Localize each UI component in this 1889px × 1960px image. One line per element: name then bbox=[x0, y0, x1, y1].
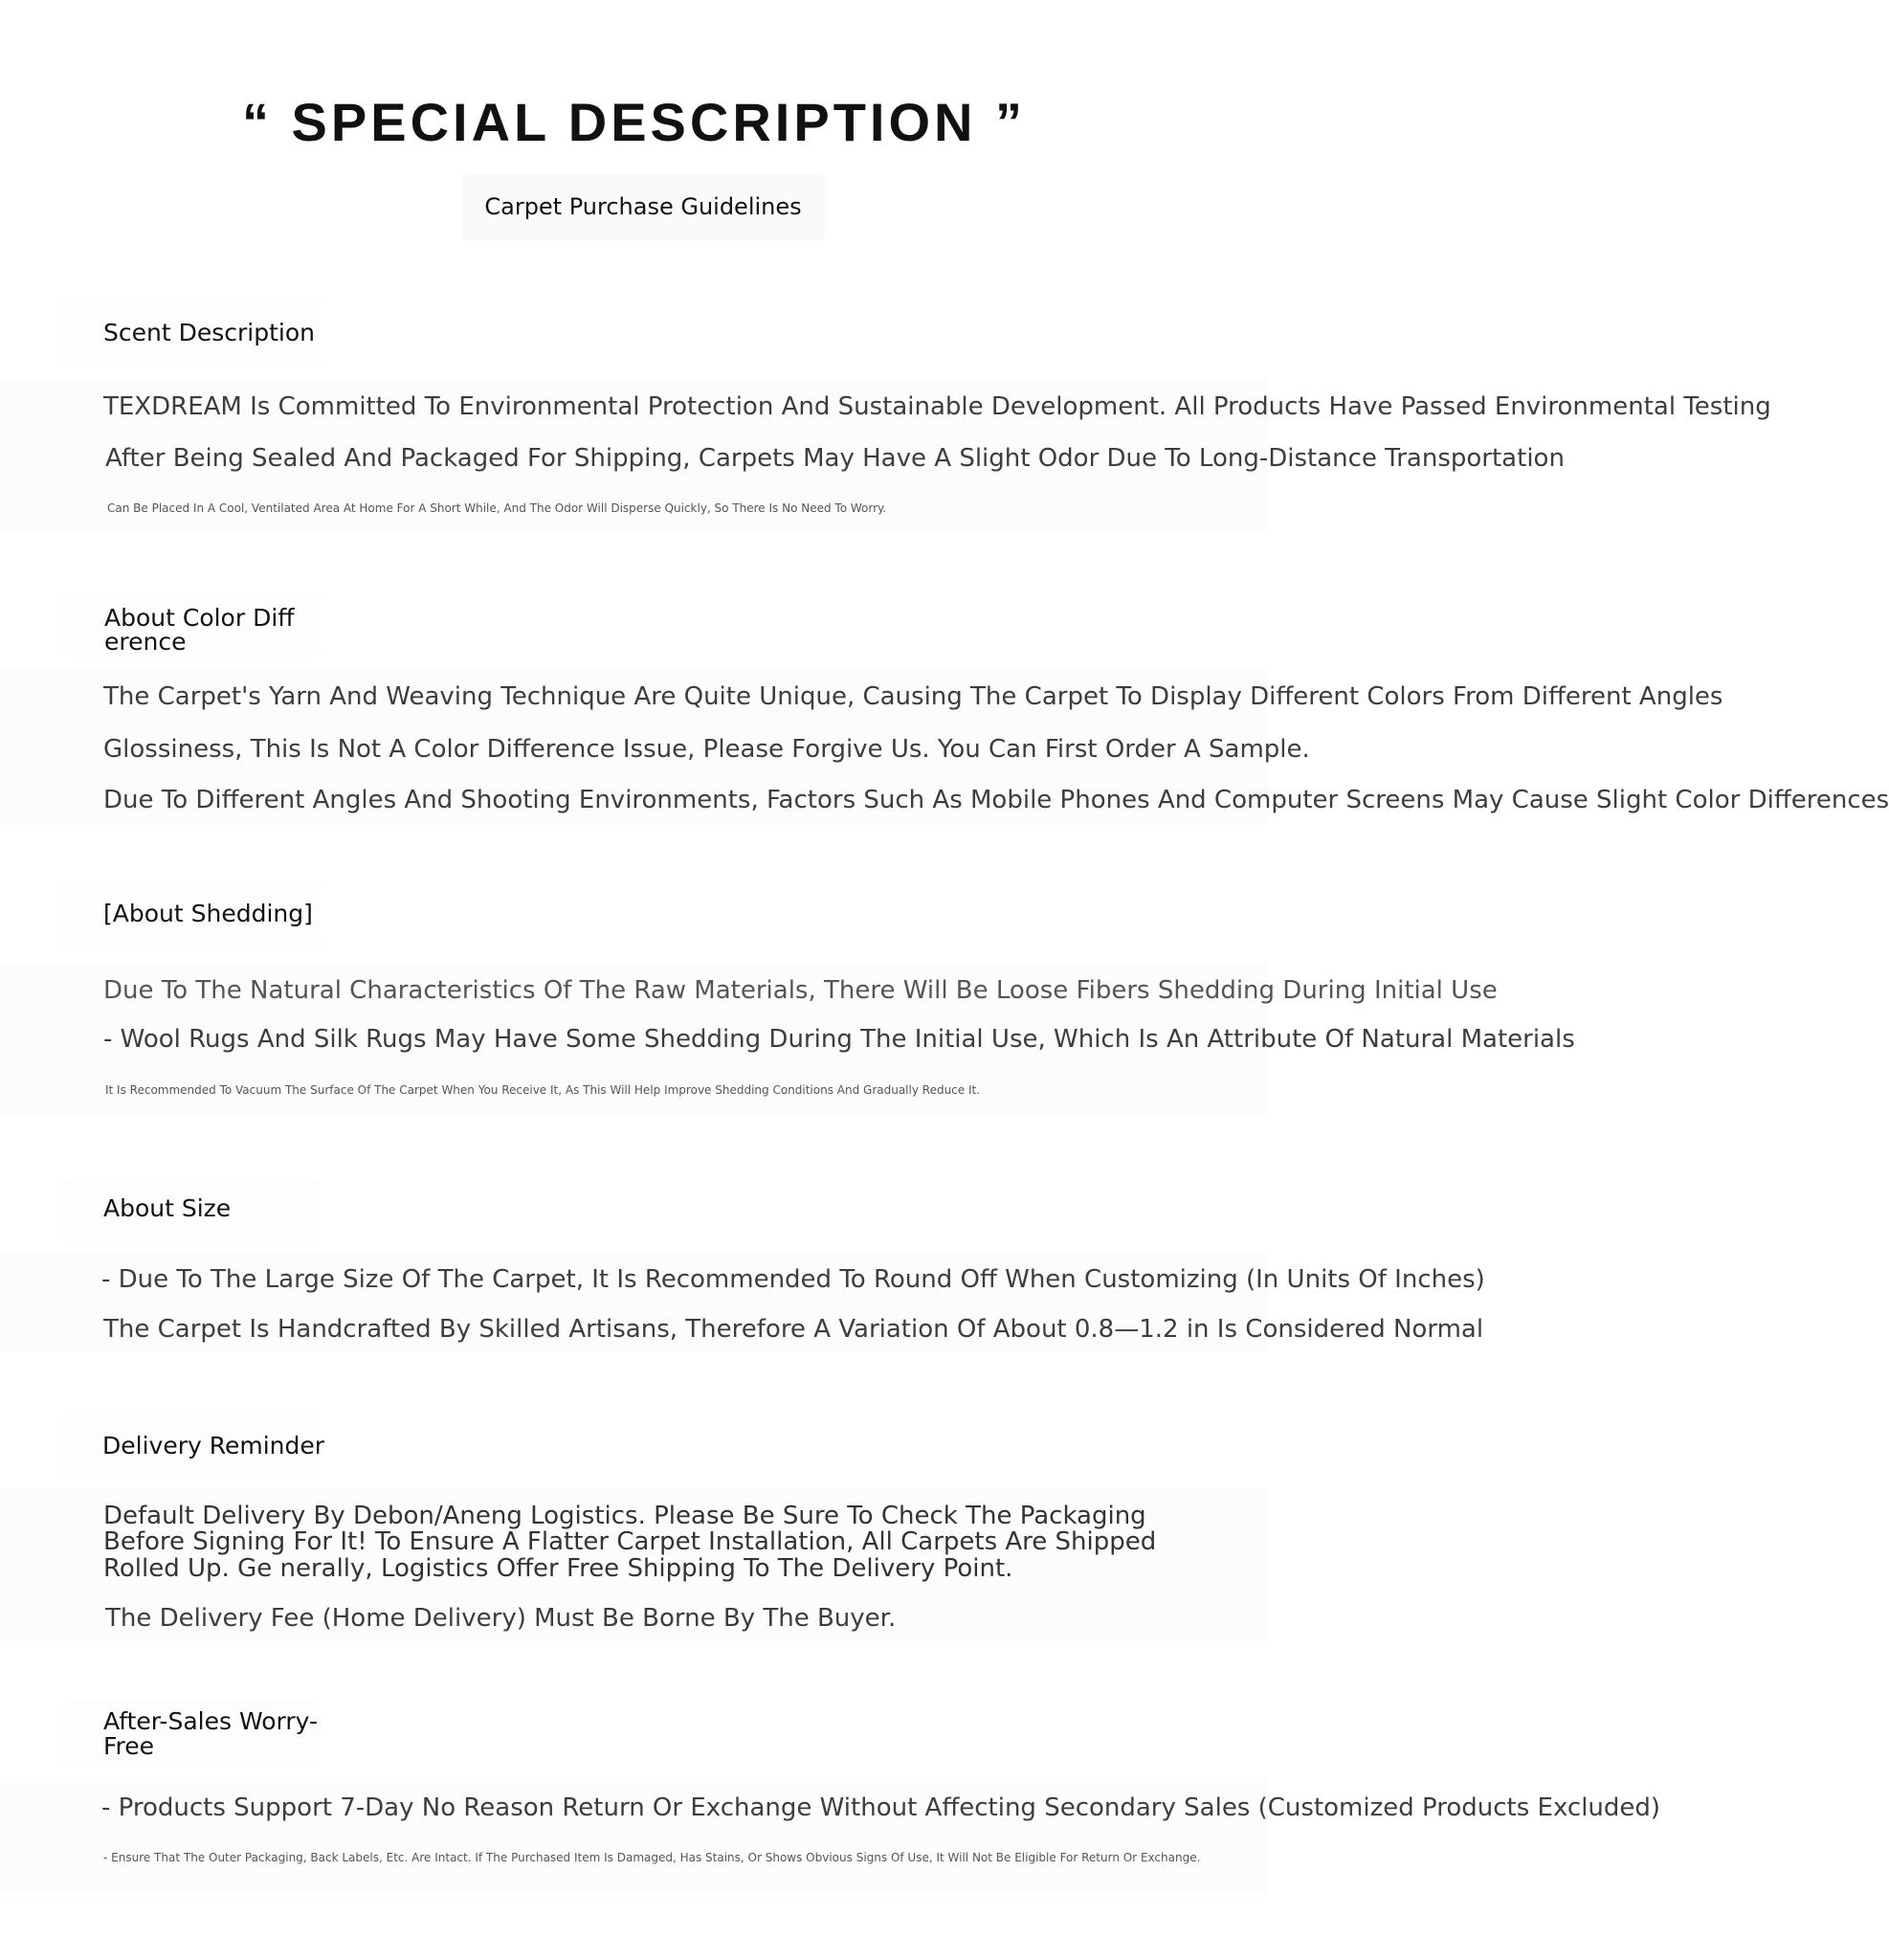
section-heading-color: About Color Diff erence bbox=[104, 604, 295, 656]
section-heading-delivery: Delivery Reminder bbox=[102, 1432, 325, 1459]
size-line-1: - Due To The Large Size Of The Carpet, It Is Recommended To Round Off When Customizing (In Units Of Inches) bbox=[101, 1265, 1485, 1294]
scent-line-2: After Being Sealed And Packaged For Shipping, Carpets May Have A Slight Odor Due To Long-Distance Transportation bbox=[105, 444, 1565, 473]
color-line-3: Due To Different Angles And Shooting Environments, Factors Such As Mobile Phones And Computer Screens May Cause Slight Color Differences bbox=[103, 786, 1889, 814]
size-line-2: The Carpet Is Handcrafted By Skilled Artisans, Therefore A Variation Of About 0.8—1.2 in Is Considered Normal bbox=[103, 1315, 1484, 1344]
section-heading-size: About Size bbox=[103, 1194, 232, 1222]
delivery-line-2: The Delivery Fee (Home Delivery) Must Be Borne By The Buyer. bbox=[105, 1604, 897, 1633]
page-subtitle: Carpet Purchase Guidelines bbox=[461, 173, 825, 240]
color-line-1: The Carpet's Yarn And Weaving Technique Are Quite Unique, Causing The Carpet To Display Different Colors From Different Angles bbox=[103, 682, 1723, 711]
section-heading-scent: Scent Description bbox=[103, 319, 315, 346]
shedding-line-3: It Is Recommended To Vacuum The Surface Of The Carpet When You Receive It, As This Will Help Improve Shedding Conditions And Gradually Reduce It. bbox=[105, 1083, 981, 1097]
after-sales-line-1: - Products Support 7-Day No Reason Return Or Exchange Without Affecting Secondary Sales (Customized Products Excluded) bbox=[101, 1793, 1661, 1822]
color-line-2: Glossiness, This Is Not A Color Difference Issue, Please Forgive Us. You Can First Order A Sample. bbox=[103, 735, 1310, 764]
scent-line-3: Can Be Placed In A Cool, Ventilated Area At Home For A Short While, And The Odor Will Disperse Quickly, So There Is No Need To Worry. bbox=[107, 501, 887, 515]
section-heading-after-sales: After-Sales Worry- Free bbox=[103, 1707, 318, 1761]
section-heading-shedding: [About Shedding] bbox=[103, 900, 313, 927]
shedding-line-2: - Wool Rugs And Silk Rugs May Have Some Shedding During The Initial Use, Which Is An Attribute Of Natural Materials bbox=[103, 1025, 1575, 1054]
delivery-line-1: Default Delivery By Debon/Aneng Logistics. Please Be Sure To Check The Packaging Before Signing For It! To Ensure A Flatter Carpet Installation, All Carpets Are Shipped Rolled Up. Ge nerally, Logistics Offer Free Shipping To The Delivery Point. bbox=[103, 1502, 1157, 1583]
shedding-line-1: Due To The Natural Characteristics Of The Raw Materials, There Will Be Loose Fibers Shedding During Initial Use bbox=[103, 976, 1498, 1005]
page-title: “ SPECIAL DESCRIPTION ” bbox=[241, 92, 1027, 152]
after-sales-line-2: - Ensure That The Outer Packaging, Back Labels, Etc. Are Intact. If The Purchased Item Is Damaged, Has Stains, Or Shows Obvious Signs Of Use, It Will Not Be Eligible For Return Or Exchange. bbox=[103, 1851, 1201, 1864]
scent-line-1: TEXDREAM Is Committed To Environmental Protection And Sustainable Development. All Products Have Passed Environmental Testing bbox=[103, 392, 1771, 421]
